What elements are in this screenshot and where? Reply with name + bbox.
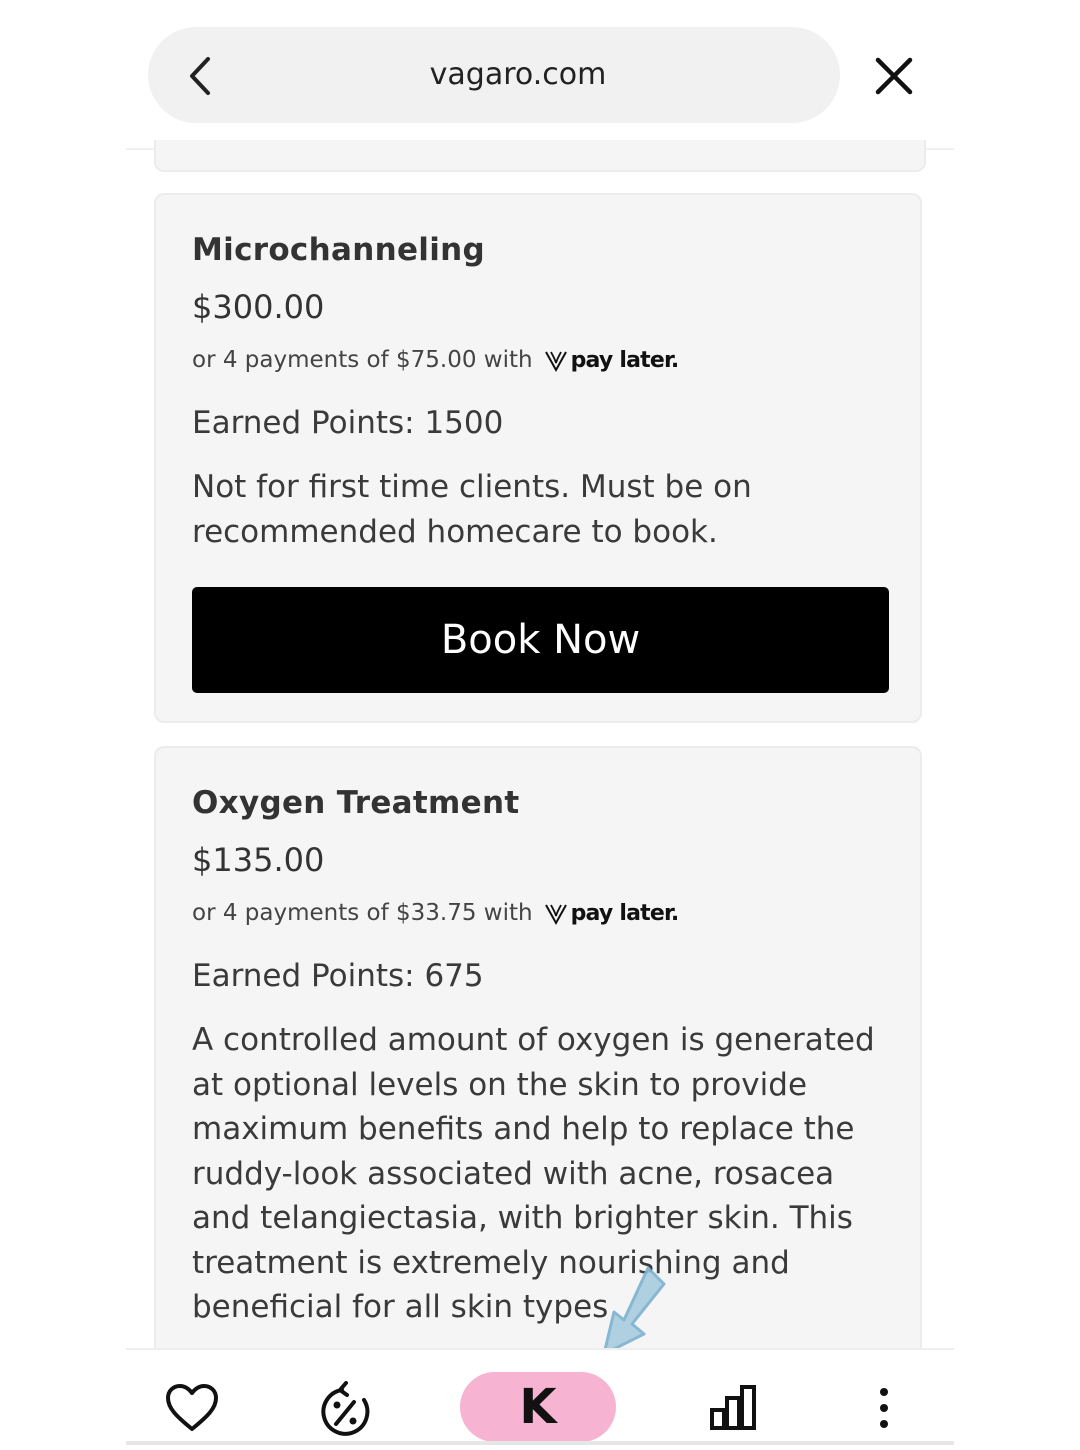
service-card-oxygen-treatment [154, 746, 922, 1446]
description-line: maximum benefits and help to replace the [192, 1111, 855, 1147]
url-text: vagaro.com [429, 57, 607, 92]
paylater-label: pay later. [570, 900, 679, 926]
description-line: ruddy-look associated with acne, rosacea [192, 1155, 835, 1192]
k-logo-button[interactable] [460, 1372, 616, 1442]
bar-chart-icon[interactable] [708, 1384, 758, 1432]
installment-text: or 4 payments of $33.75 with [192, 900, 533, 926]
earned-points: Earned Points: 675 [192, 958, 484, 994]
close-icon[interactable] [872, 54, 916, 98]
paylater-logo [543, 900, 679, 926]
service-price: $300.00 [192, 288, 325, 326]
discount-timer-icon[interactable] [318, 1380, 374, 1438]
description-line: Not for first time clients. Must be on [192, 469, 752, 505]
description-line: beneficial for all skin types [192, 1289, 609, 1325]
home-indicator-line [126, 1441, 954, 1445]
service-card-microchanneling [154, 193, 922, 723]
description-line: and telangiectasia, with brighter skin. This [192, 1200, 853, 1236]
installment-info [192, 900, 678, 926]
book-now-button[interactable]: Book Now [192, 587, 889, 693]
service-description [192, 1018, 892, 1330]
installment-text: or 4 payments of $75.00 with [192, 347, 533, 373]
description-line: treatment is extremely nourishing and [192, 1244, 790, 1281]
description-line: at optional levels on the skin to provide [192, 1066, 808, 1103]
vagaro-v-icon [543, 900, 569, 926]
arrow-annotation-icon [590, 1262, 680, 1362]
paylater-logo [543, 347, 679, 373]
previous-card-edge [154, 140, 926, 172]
description-line: recommended homecare to book. [192, 513, 718, 550]
service-price: $135.00 [192, 841, 325, 879]
installment-info [192, 347, 678, 373]
service-title: Microchanneling [192, 232, 485, 268]
vagaro-v-icon [543, 347, 569, 373]
more-vertical-icon[interactable] [876, 1386, 892, 1430]
service-description [192, 465, 892, 554]
heart-icon[interactable] [164, 1382, 220, 1434]
service-title: Oxygen Treatment [192, 785, 520, 821]
k-logo: K [519, 1379, 557, 1435]
description-line: A controlled amount of oxygen is generated [192, 1022, 875, 1058]
paylater-label: pay later. [570, 347, 679, 373]
earned-points: Earned Points: 1500 [192, 405, 504, 441]
